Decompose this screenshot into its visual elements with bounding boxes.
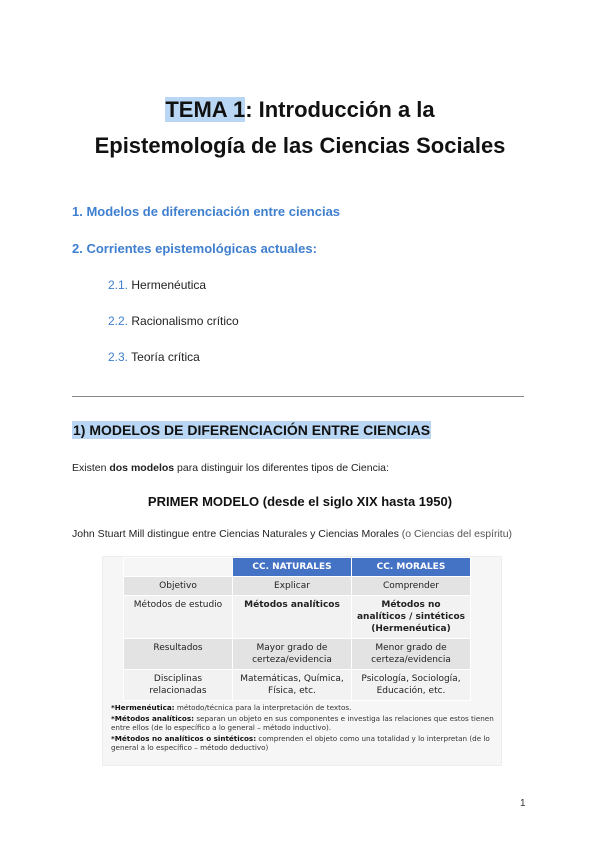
page-title-line1 [0,96,600,124]
cell-morales: Métodos no analíticos / sintéticos (Hermenéutica) [352,596,471,639]
toc-subitem-number: 2.2. [108,314,129,328]
cell-morales: Psicología, Sociología, Educación, etc. [352,670,471,701]
model-subtitle: PRIMER MODELO (desde el siglo XIX hasta 1950) [147,494,453,509]
section-heading [72,422,431,438]
comparison-figure [102,556,502,766]
section-heading-text: 1) MODELOS DE DIFERENCIACIÓN ENTRE CIENCIAS [73,422,431,438]
note-item [111,734,495,752]
mill-paren: (o Ciencias del espíritu) [401,528,513,540]
note-text: separan un objeto en sus componentes e investiga las relaciones que estos tienen entre ellos (de lo específico a lo general – método inductivo). [111,714,494,732]
cell-naturales: Métodos analíticos [233,596,352,639]
table-row [124,596,471,639]
row-label: Objetivo [124,577,233,596]
tema-label: TEMA 1 [165,97,246,122]
row-label: Disciplinas relacionadas [124,670,233,701]
table-header: CC. NATURALES [233,558,352,577]
toc-subitem-number: 2.3. [108,350,129,364]
toc-item-2: 2. Corrientes epistemológicas actuales: [72,241,317,256]
mill-paragraph [72,528,532,541]
cell-morales: Comprender [352,577,471,596]
toc-item-1: 1. Modelos de diferenciación entre ciencias [72,204,341,219]
table-row [124,577,471,596]
cell-naturales: Matemáticas, Química, Física, etc. [233,670,352,701]
note-term: *Métodos analíticos: [111,714,195,723]
table-header: CC. MORALES [352,558,471,577]
table-row [124,639,471,670]
page-title-line2: Epistemología de las Ciencias Sociales [94,133,506,158]
toc-subitem [108,278,206,292]
table-notes [111,703,495,754]
note-text: método/técnica para la interpretación de textos. [174,703,352,712]
intro-paragraph [72,462,389,474]
toc-subitem-label: Teoría crítica [131,350,200,364]
page-number: 1 [520,798,526,809]
note-item [111,714,495,732]
row-label: Resultados [124,639,233,670]
row-label: Métodos de estudio [124,596,233,639]
note-item [111,703,495,712]
cell-morales: Menor grado de certeza/evidencia [352,639,471,670]
intro-text-end: para distinguir los diferentes tipos de Ciencia: [174,462,389,474]
cell-naturales: Explicar [233,577,352,596]
note-term: *Métodos no analíticos o sintéticos: [111,734,257,743]
title-rest: : Introducción a la [245,97,435,122]
intro-bold: dos modelos [109,462,175,474]
toc-subitem [108,314,239,328]
note-term: *Hermenéutica: [111,703,175,712]
toc-subitem-label: Hermenéutica [131,278,207,292]
cell-naturales: Mayor grado de certeza/evidencia [233,639,352,670]
table-header-row [124,558,471,577]
comparison-table [123,557,471,701]
toc-subitem [108,350,200,364]
mill-text: John Stuart Mill distingue entre Ciencias Naturales y Ciencias Morales [72,528,402,540]
toc-subitem-label: Racionalismo crítico [131,314,239,328]
note-text: comprenden el objeto como una totalidad y lo interpretan (de lo general a lo específico – método deductivo) [111,734,490,752]
intro-text: Existen [72,462,110,474]
toc-subitem-number: 2.1. [108,278,129,292]
table-row [124,670,471,701]
horizontal-divider [72,396,524,397]
table-header-blank [124,558,233,577]
